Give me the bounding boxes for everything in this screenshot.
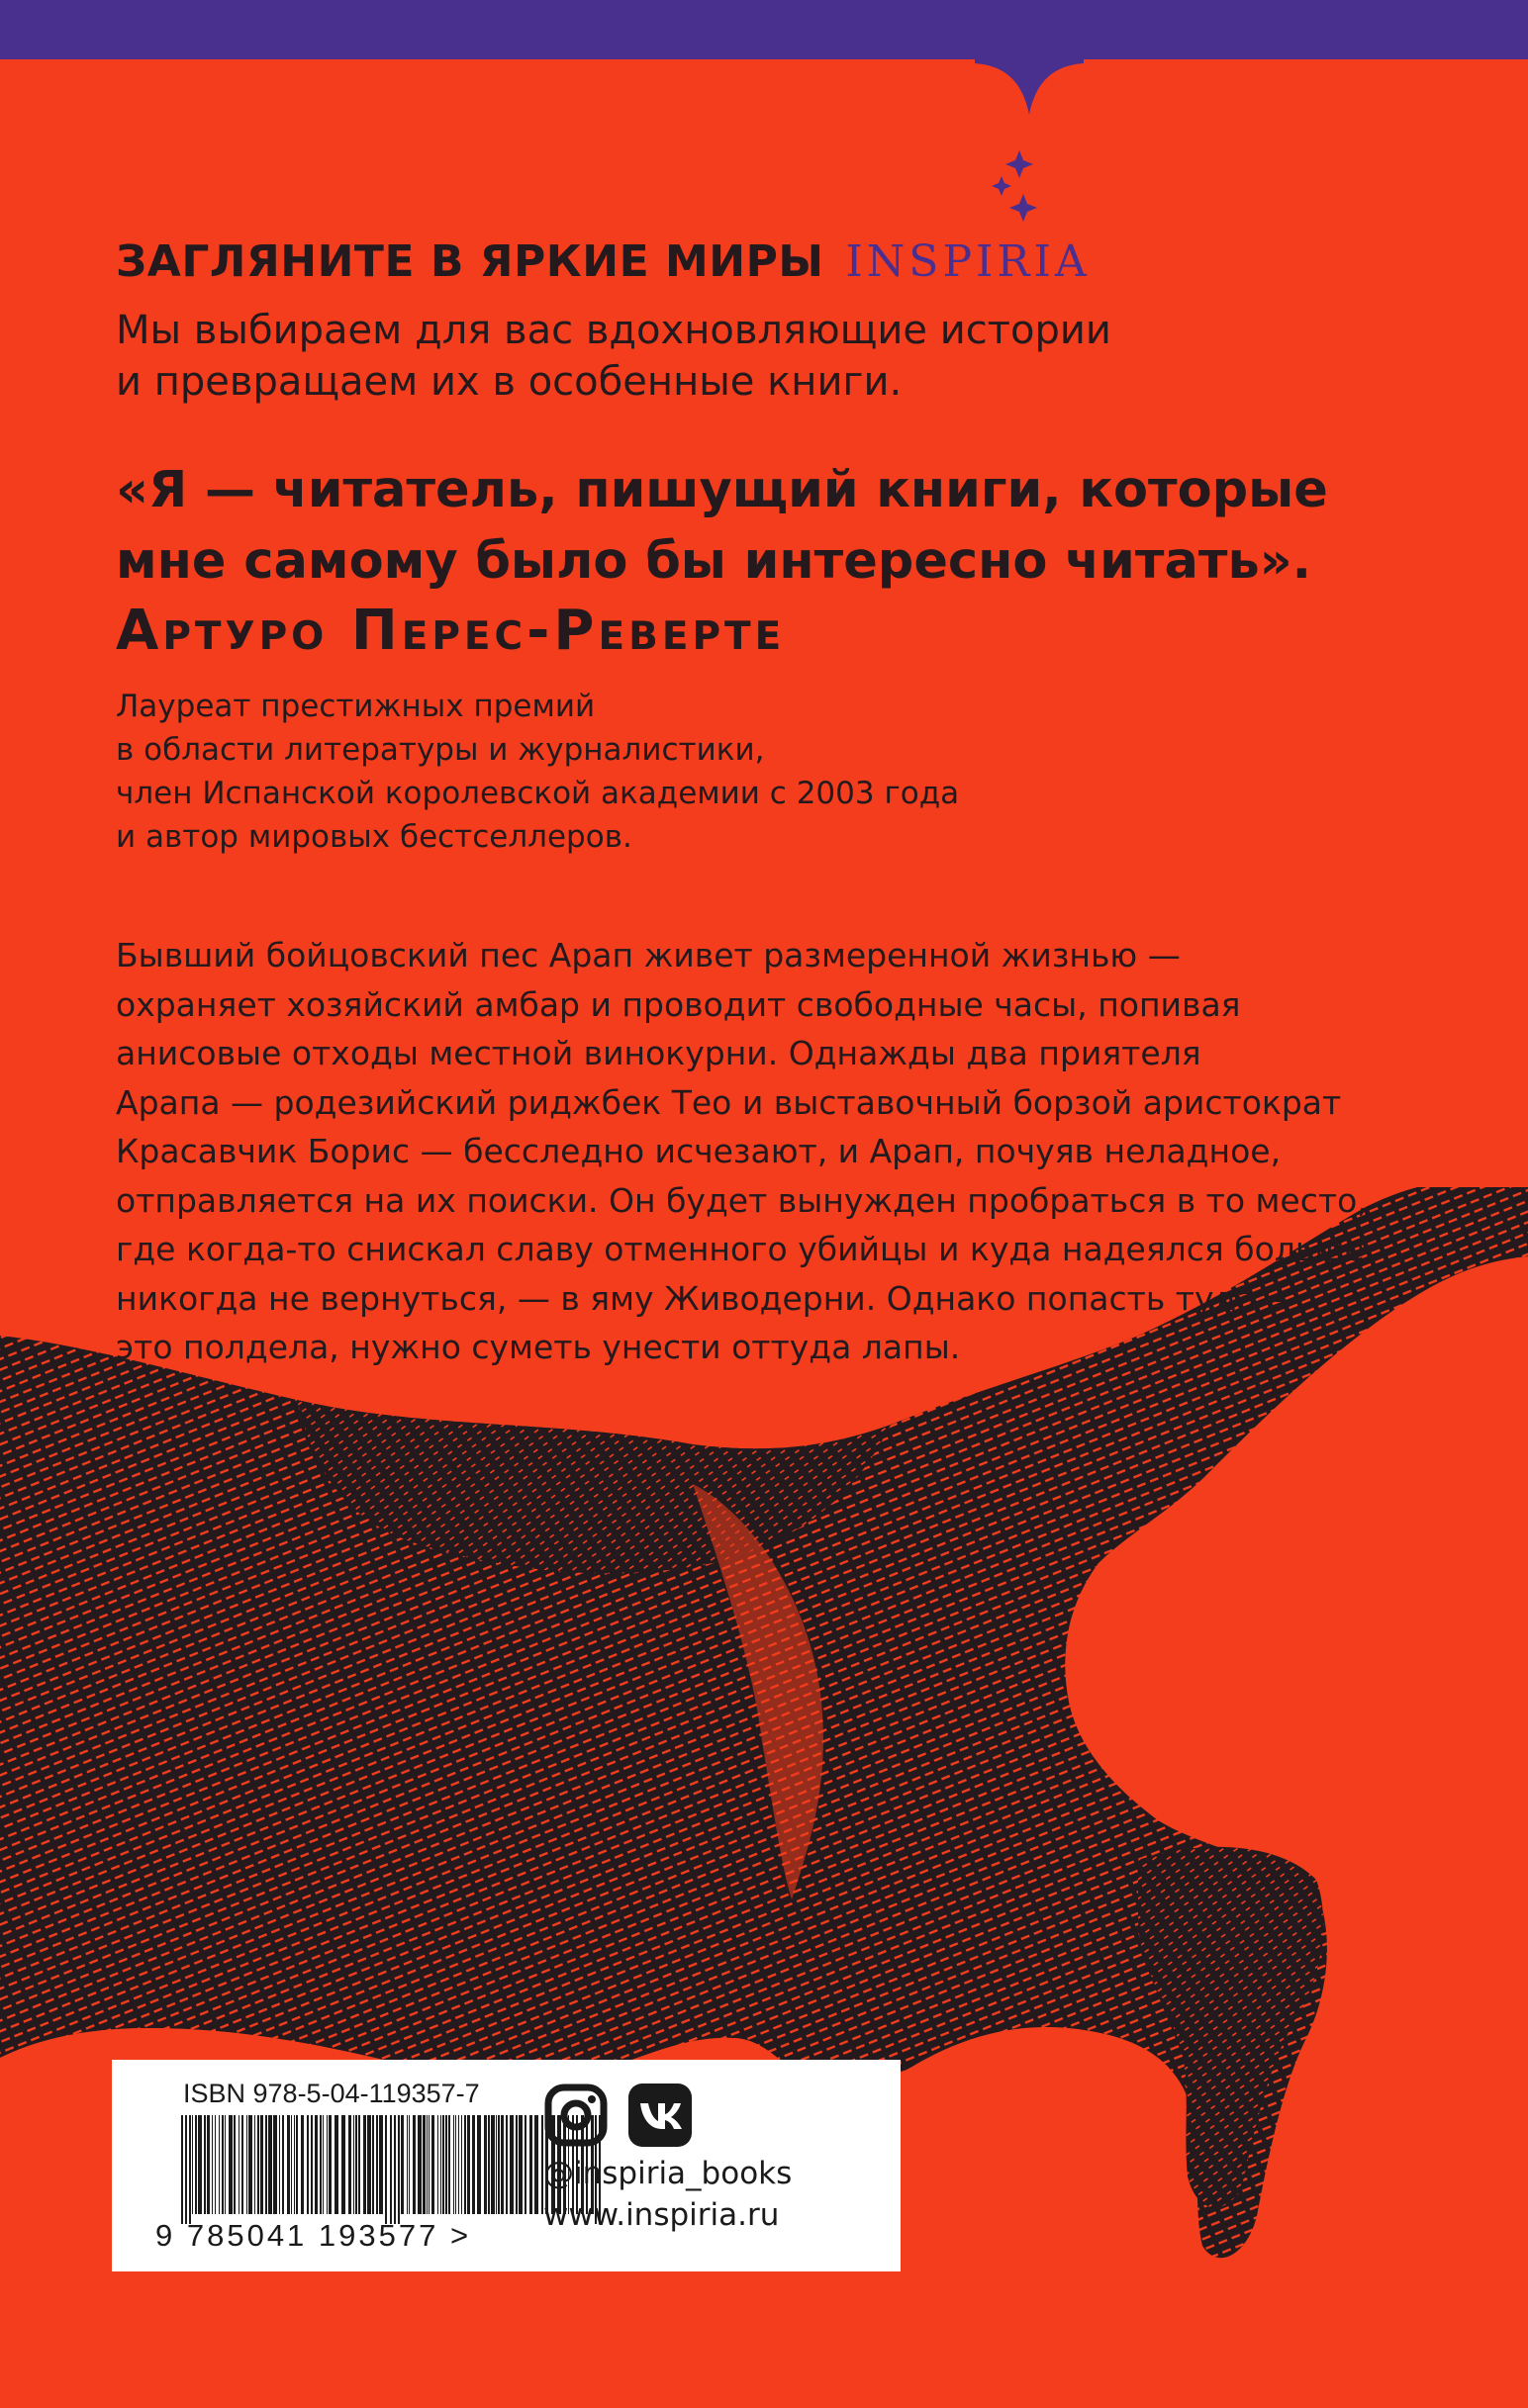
barcode-bar <box>320 2115 322 2214</box>
barcode-bar <box>394 2115 396 2224</box>
barcode-bar <box>501 2115 504 2214</box>
barcode-bar <box>225 2115 226 2214</box>
barcode-bar <box>257 2115 259 2214</box>
barcode-bar <box>329 2115 332 2214</box>
quote-line: мне самому было бы интересно читать». <box>116 532 1312 591</box>
bookmark-notch-icon <box>975 57 1084 117</box>
barcode-bar <box>453 2115 454 2214</box>
barcode-bar <box>484 2115 487 2214</box>
barcode-bar <box>260 2115 263 2214</box>
barcode-bar <box>519 2115 523 2214</box>
barcode-bar <box>498 2115 500 2214</box>
barcode-bar <box>525 2115 526 2214</box>
barcode-bar <box>254 2115 255 2214</box>
barcode-bar <box>294 2115 295 2214</box>
barcode-bar <box>273 2115 277 2214</box>
barcode-bar <box>195 2115 197 2214</box>
barcode-bar <box>358 2115 360 2214</box>
barcode-bar <box>185 2115 187 2224</box>
publisher-brand: INSPIRIA <box>845 236 1091 287</box>
barcode-bar <box>529 2115 532 2214</box>
barcode-bar <box>440 2115 441 2214</box>
description-line: Арапа — родезийский риджбек Тео и выставочный борзой аристократ <box>116 1082 1342 1122</box>
barcode-bar <box>477 2115 481 2214</box>
barcode-bar <box>437 2115 438 2214</box>
barcode-bar <box>398 2115 400 2224</box>
description-line: Бывший бойцовский пес Арап живет размеренной жизнью — <box>116 936 1181 974</box>
barcode-bar <box>241 2115 243 2214</box>
author-quote <box>116 455 1402 598</box>
barcode-bar <box>423 2115 426 2214</box>
barcode-bar <box>506 2115 508 2214</box>
author-bio <box>116 685 1105 859</box>
barcode-bar <box>301 2115 304 2214</box>
barcode-bar <box>198 2115 202 2214</box>
barcode-bar <box>367 2115 371 2214</box>
bio-line: в области литературы и журналистики, <box>116 732 765 768</box>
description-line: где когда-то снискал славу отменного убийцы и куда надеялся больше <box>116 1230 1365 1268</box>
barcode-bar <box>291 2115 292 2214</box>
barcode-bar <box>248 2115 252 2214</box>
barcode-bar <box>510 2115 514 2214</box>
barcode-bar <box>296 2115 298 2214</box>
barcode-bar <box>212 2115 213 2214</box>
intro-line: Мы выбираем для вас вдохновляющие истории <box>116 308 1111 353</box>
barcode-bar <box>348 2115 351 2214</box>
barcode-bar <box>282 2115 284 2214</box>
description-line: это полдела, нужно суметь унести оттуда лапы. <box>116 1328 961 1366</box>
bio-line: член Испанской королевской академии с 2003 года <box>116 776 960 811</box>
barcode-bar <box>279 2115 280 2214</box>
barcode-bar <box>461 2115 462 2214</box>
barcode-bar <box>355 2115 357 2214</box>
barcode-bar <box>181 2115 183 2224</box>
barcode-bar <box>534 2115 538 2214</box>
barcode-label <box>112 2060 901 2271</box>
barcode-bar <box>467 2115 470 2214</box>
publisher-intro <box>116 305 1353 408</box>
author-name: Артуро Перес-Реверте <box>116 599 786 663</box>
barcode-bar <box>222 2115 224 2214</box>
barcode-bar <box>204 2115 206 2214</box>
barcode-bar <box>385 2115 387 2224</box>
barcode-bar <box>327 2115 328 2214</box>
barcode-bar <box>246 2115 247 2214</box>
barcode-bar <box>491 2115 495 2214</box>
isbn-text: ISBN 978-5-04-119357-7 <box>183 2079 480 2108</box>
barcode-bar <box>323 2115 324 2214</box>
barcode-bar <box>363 2115 366 2214</box>
barcode-bar <box>464 2115 466 2214</box>
vk-icon[interactable] <box>628 2084 692 2147</box>
barcode-bar <box>376 2115 378 2214</box>
barcode-digits: 9 785041 193577 > <box>155 2218 472 2253</box>
barcode-bar <box>418 2115 422 2214</box>
barcode-bar <box>234 2115 236 2214</box>
description-line: Красавчик Борис — бесследно исчезают, и Арап, почуяв неладное, <box>116 1132 1282 1170</box>
barcode-bar <box>445 2115 447 2214</box>
barcode-bar <box>409 2115 410 2214</box>
barcode-bar <box>427 2115 428 2214</box>
barcode-bar <box>390 2115 392 2224</box>
barcode-bar <box>458 2115 459 2214</box>
bio-line: и автор мировых бестселлеров. <box>116 819 632 855</box>
barcode-bar <box>192 2115 193 2214</box>
bio-line: Лауреат престижных премий <box>116 689 596 724</box>
barcode-bar <box>215 2115 216 2214</box>
barcode-bar <box>455 2115 456 2214</box>
barcode-bar <box>448 2115 450 2214</box>
barcode-bar <box>265 2115 267 2214</box>
barcode-bar <box>516 2115 518 2214</box>
barcode-bar <box>431 2115 434 2214</box>
publisher-heading-row <box>116 230 1091 304</box>
sparkle-icon <box>990 148 1049 228</box>
quote-line: «Я — читатель, пишущий книги, которые <box>116 461 1328 519</box>
top-color-band <box>0 0 1528 59</box>
barcode-bar <box>472 2115 475 2214</box>
barcode-bar <box>442 2115 444 2214</box>
barcode-bar <box>315 2115 318 2214</box>
website-link[interactable]: www.inspiria.ru <box>543 2197 780 2233</box>
book-description <box>116 931 1501 1372</box>
intro-line: и превращаем их в особенные книги. <box>116 359 903 405</box>
social-handle[interactable]: @inspiria_books <box>543 2156 793 2191</box>
barcode-bar <box>341 2115 345 2214</box>
barcode-bar <box>379 2115 383 2214</box>
instagram-icon[interactable] <box>544 2084 608 2147</box>
description-line: охраняет хозяйский амбар и проводит свободные часы, попивая <box>116 984 1241 1024</box>
barcode-bar <box>229 2115 233 2214</box>
description-line: никогда не вернуться, — в яму Живодерни. Однако попасть туда — <box>116 1278 1300 1318</box>
barcode-bar <box>307 2115 309 2214</box>
barcode-bar <box>219 2115 220 2214</box>
description-line: отправляется на их поиски. Он будет вынужден пробраться в то место, <box>116 1180 1368 1220</box>
barcode-bar <box>268 2115 272 2214</box>
barcode-bar <box>429 2115 430 2214</box>
barcode-bar <box>311 2115 313 2214</box>
barcode-bar <box>401 2115 404 2214</box>
barcode-bar <box>353 2115 354 2214</box>
barcode-bar <box>372 2115 374 2214</box>
barcode-bar <box>287 2115 290 2214</box>
barcode-bar <box>189 2115 191 2224</box>
barcode-bar <box>488 2115 490 2214</box>
barcode-bar <box>207 2115 210 2214</box>
publisher-heading: ЗАГЛЯНИТЕ В ЯРКИЕ МИРЫ <box>116 236 824 287</box>
barcode-bar <box>334 2115 338 2214</box>
description-line: анисовые отходы местной винокурни. Однажды два приятеля <box>116 1034 1201 1072</box>
barcode-bar <box>496 2115 497 2214</box>
barcode-bar <box>413 2115 416 2214</box>
barcode-bar <box>407 2115 408 2214</box>
